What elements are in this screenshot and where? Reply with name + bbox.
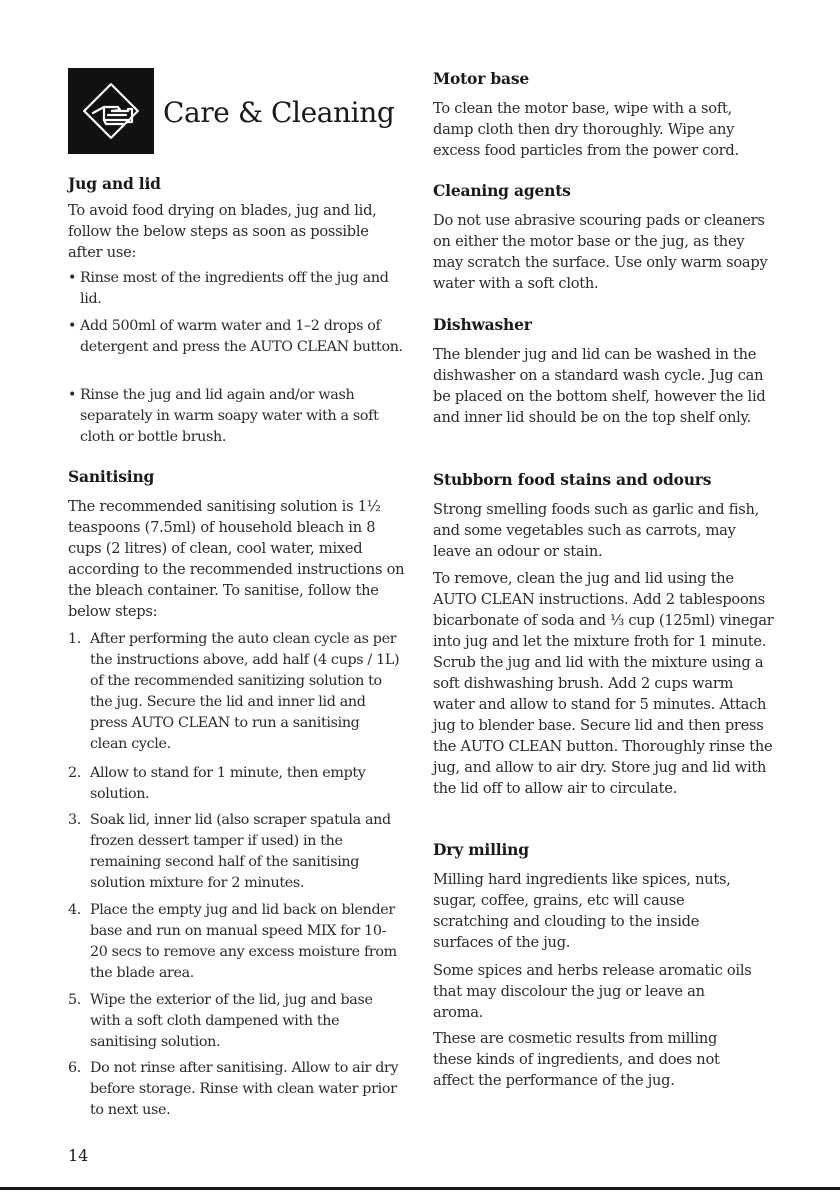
list-item-text: Do not rinse after sanitising. Allow to air dry before storage. Rinse with clean water prior to next use. bbox=[90, 1060, 399, 1118]
bullet-icon: • bbox=[68, 270, 77, 286]
motor-base-text: To clean the motor base, wipe with a soft, damp cloth then dry thoroughly. Wipe any excess food particles from the power cord. bbox=[433, 100, 739, 159]
bottom-rule bbox=[0, 1187, 840, 1190]
list-item-text: Place the empty jug and lid back on blender base and run on manual speed MIX for 10-20 secs to remove any excess moisture from the blade area. bbox=[90, 902, 397, 981]
dry-milling-text-2: Some spices and herbs release aromatic oils that may discolour the jug or leave an aroma. bbox=[433, 962, 752, 1021]
list-item-text: Rinse most of the ingredients off the jug and lid. bbox=[80, 270, 389, 307]
dishwasher-text: The blender jug and lid can be washed in the dishwasher on a standard wash cycle. Jug can be placed on the bottom shelf, however the lid and inner lid should be on the top shelf only. bbox=[433, 346, 766, 426]
list-item bbox=[68, 385, 408, 448]
step-number: 6. bbox=[68, 1060, 81, 1076]
heading-cleaning-agents: Cleaning agents bbox=[433, 181, 571, 200]
hand-wiping-icon bbox=[68, 68, 154, 154]
list-item bbox=[68, 629, 400, 755]
step-number: 1. bbox=[68, 631, 81, 647]
page-title: Care & Cleaning bbox=[163, 96, 395, 129]
list-item-text: Soak lid, inner lid (also scraper spatula and frozen dessert tamper if used) in the remaining second half of the sanitising solution mixture for 2 minutes. bbox=[90, 812, 391, 891]
heading-stubborn-stains: Stubborn food stains and odours bbox=[433, 470, 712, 489]
heading-dry-milling: Dry milling bbox=[433, 840, 529, 859]
list-item-text: Allow to stand for 1 minute, then empty solution. bbox=[90, 765, 366, 802]
list-item-text: Add 500ml of warm water and 1–2 drops of detergent and press the AUTO CLEAN button. bbox=[80, 318, 403, 355]
dry-milling-text-1: Milling hard ingredients like spices, nuts, sugar, coffee, grains, etc will cause scratching and clouding to the inside surfaces of the jug. bbox=[433, 871, 731, 951]
list-item-text: Rinse the jug and lid again and/or wash separately in warm soapy water with a soft cloth or bottle brush. bbox=[80, 387, 379, 445]
stubborn-text-1: Strong smelling foods such as garlic and fish, and some vegetables such as carrots, may leave an odour or stain. bbox=[433, 501, 760, 560]
bullet-icon: • bbox=[68, 387, 77, 403]
step-number: 5. bbox=[68, 992, 81, 1008]
list-item-text: Wipe the exterior of the lid, jug and base with a soft cloth dampened with the sanitising solution. bbox=[90, 992, 373, 1050]
stubborn-text-2: To remove, clean the jug and lid using the AUTO CLEAN instructions. Add 2 tablespoons bicarbonate of soda and ⅓ cup (125ml) vinegar into jug and let the mixture froth for 1 minute. Scrub the jug and lid with the mixture using a soft dishwashing brush. Add 2 cups warm water and allow to stand for 5 minutes. Attach jug to blender base. Secure lid and then press the AUTO CLEAN button. Thoroughly rinse the jug, and allow to air dry. Store jug and lid with the lid off to allow air to circulate. bbox=[433, 570, 774, 797]
heading-motor-base: Motor base bbox=[433, 69, 530, 88]
dry-milling-text-3: These are cosmetic results from milling these kinds of ingredients, and does not affect the performance of the jug. bbox=[433, 1030, 720, 1089]
list-item bbox=[68, 316, 408, 358]
heading-jug-and-lid: Jug and lid bbox=[68, 174, 161, 193]
step-number: 4. bbox=[68, 902, 81, 918]
list-item bbox=[68, 810, 400, 894]
list-item bbox=[68, 268, 408, 310]
list-item-text: After performing the auto clean cycle as per the instructions above, add half (4 cups / 1L) of the recommended sanitizing solution to the jug. Secure the lid and inner lid and press AUTO CLEAN to run a sanitising clean cycle. bbox=[90, 631, 400, 752]
heading-dishwasher: Dishwasher bbox=[433, 315, 532, 334]
step-number: 2. bbox=[68, 765, 81, 781]
sanitising-intro: The recommended sanitising solution is 1½ teaspoons (7.5ml) of household bleach in 8 cups (2 litres) of clean, cool water, mixed according to the recommended instructions on the bleach container. To sanitise, follow the below steps: bbox=[68, 498, 405, 620]
page-number: 14 bbox=[68, 1146, 89, 1165]
cleaning-agents-text: Do not use abrasive scouring pads or cleaners on either the motor base or the jug, as they may scratch the surface. Use only warm soapy water with a soft cloth. bbox=[433, 212, 768, 292]
list-item bbox=[68, 990, 400, 1053]
list-item bbox=[68, 763, 400, 805]
care-cleaning-icon bbox=[68, 68, 154, 154]
list-item bbox=[68, 900, 400, 984]
jug-lid-intro: To avoid food drying on blades, jug and lid, follow the below steps as soon as possible after use: bbox=[68, 202, 377, 261]
list-item bbox=[68, 1058, 400, 1121]
heading-sanitising: Sanitising bbox=[68, 467, 155, 486]
bullet-icon: • bbox=[68, 318, 77, 334]
step-number: 3. bbox=[68, 812, 81, 828]
